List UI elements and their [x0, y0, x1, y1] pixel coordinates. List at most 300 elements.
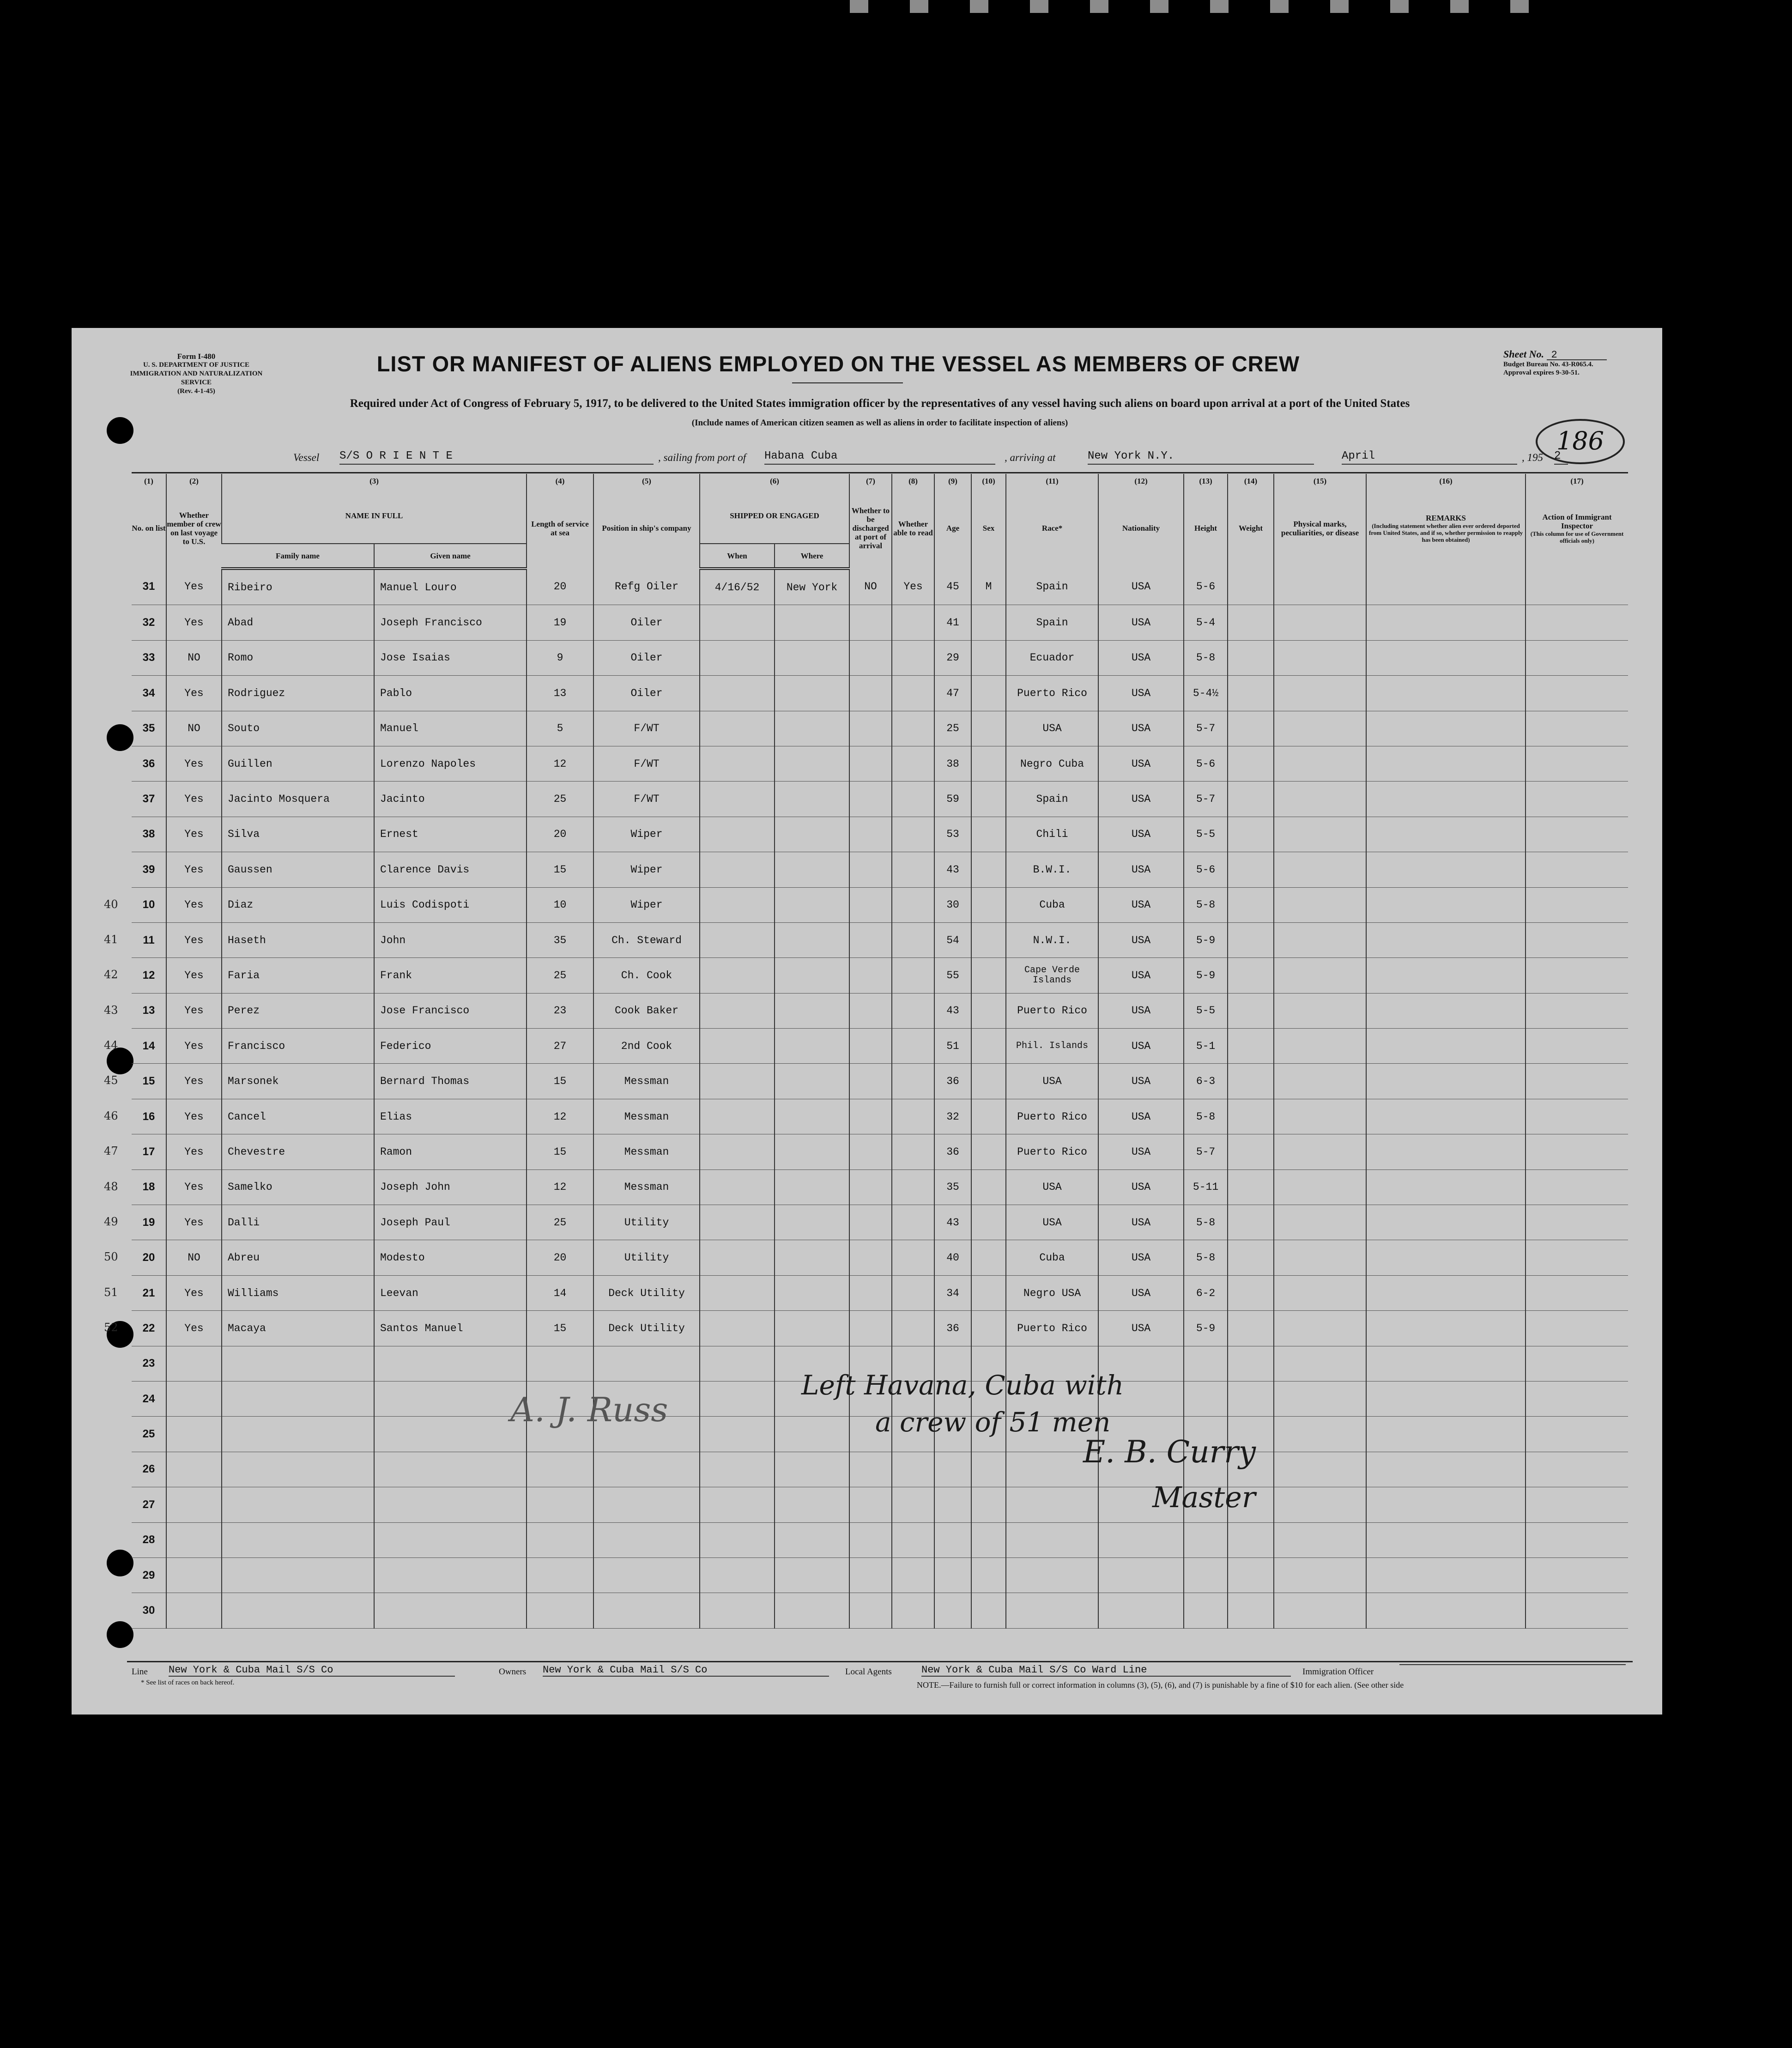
cell-position: Refg Oiler	[593, 569, 700, 605]
col-no: No. on list	[132, 524, 166, 533]
cell-physical	[1274, 817, 1366, 852]
cell-physical	[1274, 711, 1366, 746]
cell-discharged	[849, 852, 892, 887]
cell-member: Yes	[166, 993, 222, 1028]
cell-member	[166, 1557, 222, 1593]
cell-age	[934, 1522, 971, 1557]
table-row	[132, 958, 1628, 993]
cell-read	[892, 1311, 934, 1346]
cell-service: 15	[527, 852, 593, 887]
cell-member: Yes	[166, 1275, 222, 1310]
cell-remarks	[1366, 1346, 1526, 1381]
cell-family: Perez	[222, 993, 374, 1028]
col-race: Race*	[1006, 488, 1098, 569]
cell-read	[892, 640, 934, 675]
cell-physical	[1274, 993, 1366, 1028]
cell-given: Modesto	[374, 1240, 527, 1275]
cell-position	[593, 1452, 700, 1487]
cell-remarks	[1366, 887, 1526, 922]
cell-given: Joseph Francisco	[374, 605, 527, 640]
cell-nationality: USA	[1098, 605, 1184, 640]
cell-weight	[1228, 1593, 1274, 1628]
cell-family	[222, 1487, 374, 1522]
cell-position	[593, 1487, 700, 1522]
cell-action	[1526, 1275, 1628, 1310]
cell-action	[1526, 1381, 1628, 1416]
cell-weight	[1228, 605, 1274, 640]
cell-read	[892, 922, 934, 957]
cell-when	[700, 1346, 775, 1381]
cell-sex	[971, 922, 1006, 957]
cell-given	[374, 1522, 527, 1557]
cell-race: Spain	[1006, 569, 1098, 605]
cell-sex	[971, 993, 1006, 1028]
row-number: 36	[132, 746, 166, 781]
table-row	[132, 993, 1628, 1028]
cell-when	[700, 1029, 775, 1064]
cell-physical	[1274, 1311, 1366, 1346]
cell-position: Wiper	[593, 887, 700, 922]
cell-sex	[971, 1240, 1006, 1275]
cell-position: Cook Baker	[593, 993, 700, 1028]
cell-when	[700, 711, 775, 746]
cell-when	[700, 1275, 775, 1310]
cell-age: 25	[934, 711, 971, 746]
row-number: 21 51	[132, 1275, 166, 1310]
cell-read	[892, 1275, 934, 1310]
cell-service: 20	[527, 569, 593, 605]
cell-sex	[971, 1064, 1006, 1099]
cell-member	[166, 1522, 222, 1557]
row-number: 25	[132, 1417, 166, 1452]
col-shipped: SHIPPED OR ENGAGED	[700, 488, 849, 544]
row-number: 17 47	[132, 1134, 166, 1169]
cell-when	[700, 1064, 775, 1099]
col-nationality: Nationality	[1098, 488, 1184, 569]
cell-physical	[1274, 1417, 1366, 1452]
cell-when	[700, 993, 775, 1028]
cell-physical	[1274, 887, 1366, 922]
cell-where	[775, 1134, 849, 1169]
row-number: 37	[132, 782, 166, 817]
cell-remarks	[1366, 1275, 1526, 1310]
cell-member: NO	[166, 711, 222, 746]
cell-remarks	[1366, 1064, 1526, 1099]
cell-weight	[1228, 569, 1274, 605]
punch-hole	[107, 1550, 133, 1576]
cell-where	[775, 1240, 849, 1275]
table-row	[132, 852, 1628, 887]
cell-when	[700, 1417, 775, 1452]
cell-member: Yes	[166, 1064, 222, 1099]
cell-read	[892, 746, 934, 781]
row-number: 32	[132, 605, 166, 640]
table-row	[132, 1099, 1628, 1134]
cell-physical	[1274, 1522, 1366, 1557]
row-number: 16 46	[132, 1099, 166, 1134]
cell-race	[1006, 1522, 1098, 1557]
cell-height	[1184, 1593, 1228, 1628]
cell-family: Jacinto Mosquera	[222, 782, 374, 817]
cell-sex	[971, 1452, 1006, 1487]
cell-physical	[1274, 852, 1366, 887]
row-number: 29	[132, 1557, 166, 1593]
cell-service: 35	[527, 922, 593, 957]
cell-remarks	[1366, 1417, 1526, 1452]
cell-race: Negro USA	[1006, 1275, 1098, 1310]
cell-action	[1526, 1169, 1628, 1205]
row-renumber: 43	[104, 1003, 118, 1017]
title-underline	[792, 382, 903, 383]
cell-position: Wiper	[593, 817, 700, 852]
manifest-footer: Line New York & Cuba Mail S/S Co Owners New York & Cuba Mail S/S Co Local Agents New York & Cuba Mail S/S Co Ward Line Immigration Officer	[127, 1661, 1633, 1681]
cell-nationality: USA	[1098, 711, 1184, 746]
cell-when	[700, 1487, 775, 1522]
cell-height	[1184, 1381, 1228, 1416]
cell-member: Yes	[166, 1029, 222, 1064]
col-name: NAME IN FULL	[222, 488, 527, 544]
cell-discharged	[849, 1240, 892, 1275]
cell-action	[1526, 746, 1628, 781]
cell-service: 12	[527, 1169, 593, 1205]
row-number: 22 52	[132, 1311, 166, 1346]
cell-race: Puerto Rico	[1006, 1311, 1098, 1346]
table-row	[132, 640, 1628, 675]
cell-position: Ch. Cook	[593, 958, 700, 993]
cell-when	[700, 1240, 775, 1275]
cell-where	[775, 1417, 849, 1452]
cell-member: Yes	[166, 1134, 222, 1169]
cell-discharged	[849, 887, 892, 922]
agents-value: New York & Cuba Mail S/S Co Ward Line	[921, 1664, 1291, 1677]
cell-position: Messman	[593, 1134, 700, 1169]
cell-weight	[1228, 746, 1274, 781]
vessel-rule	[132, 472, 1628, 473]
cell-where	[775, 1169, 849, 1205]
table-row	[132, 1169, 1628, 1205]
cell-sex	[971, 1593, 1006, 1628]
cell-service	[527, 1346, 593, 1381]
cell-nationality: USA	[1098, 1099, 1184, 1134]
cell-race: Chili	[1006, 817, 1098, 852]
cell-weight	[1228, 711, 1274, 746]
cell-age	[934, 1487, 971, 1522]
cell-height: 5-8	[1184, 640, 1228, 675]
cell-service: 25	[527, 782, 593, 817]
cell-read	[892, 676, 934, 711]
cell-service: 25	[527, 1205, 593, 1240]
cell-service: 12	[527, 746, 593, 781]
cell-action	[1526, 817, 1628, 852]
cell-member	[166, 1417, 222, 1452]
cell-service: 14	[527, 1275, 593, 1310]
cell-nationality	[1098, 1557, 1184, 1593]
cell-nationality: USA	[1098, 922, 1184, 957]
cell-given: Bernard Thomas	[374, 1064, 527, 1099]
cell-nationality: USA	[1098, 958, 1184, 993]
cell-remarks	[1366, 746, 1526, 781]
cell-age: 30	[934, 887, 971, 922]
cell-family: Rodriguez	[222, 676, 374, 711]
cell-age: 36	[934, 1064, 971, 1099]
table-row	[132, 817, 1628, 852]
cell-family	[222, 1593, 374, 1628]
cell-position	[593, 1593, 700, 1628]
cell-nationality: USA	[1098, 1029, 1184, 1064]
cell-race: Puerto Rico	[1006, 993, 1098, 1028]
cell-physical	[1274, 782, 1366, 817]
cell-height: 5-4	[1184, 605, 1228, 640]
cell-age: 59	[934, 782, 971, 817]
cell-given: Frank	[374, 958, 527, 993]
cell-sex	[971, 1311, 1006, 1346]
cell-remarks	[1366, 1311, 1526, 1346]
cell-member: Yes	[166, 922, 222, 957]
vessel-line: Vessel S/S O R I E N T E , sailing from port of Habana Cuba , arriving at New York N.Y. April , 195 2	[293, 449, 1633, 467]
cell-sex	[971, 711, 1006, 746]
cell-sex	[971, 605, 1006, 640]
cell-age: 43	[934, 993, 971, 1028]
cell-physical	[1274, 746, 1366, 781]
cell-family: Marsonek	[222, 1064, 374, 1099]
form-subtitle: Required under Act of Congress of February 5, 1917, to be delivered to the United States immigration officer by the representatives of any vessel having such aliens on board upon arrival at a port of the United States	[350, 397, 1410, 410]
cell-family: Williams	[222, 1275, 374, 1310]
row-renumber: 50	[104, 1250, 118, 1264]
row-renumber: 45	[104, 1074, 118, 1087]
cell-age	[934, 1452, 971, 1487]
cell-age: 55	[934, 958, 971, 993]
cell-given: Jose Isaias	[374, 640, 527, 675]
cell-height: 5-9	[1184, 1311, 1228, 1346]
cell-discharged	[849, 605, 892, 640]
film-edge-marks	[850, 0, 1681, 16]
arrival-month: April	[1342, 450, 1517, 465]
cell-physical	[1274, 1064, 1366, 1099]
cell-given	[374, 1593, 527, 1628]
cell-race	[1006, 1557, 1098, 1593]
cell-remarks	[1366, 1169, 1526, 1205]
cell-service: 10	[527, 887, 593, 922]
row-renumber: 46	[104, 1109, 118, 1122]
cell-service	[527, 1487, 593, 1522]
cell-position: Oiler	[593, 640, 700, 675]
cell-height	[1184, 1557, 1228, 1593]
cell-nationality: USA	[1098, 569, 1184, 605]
table-row	[132, 676, 1628, 711]
cell-family	[222, 1452, 374, 1487]
cell-service: 19	[527, 605, 593, 640]
cell-when	[700, 1205, 775, 1240]
cell-read	[892, 1522, 934, 1557]
cell-height	[1184, 1522, 1228, 1557]
cell-when	[700, 1311, 775, 1346]
cell-given: Luis Codispoti	[374, 887, 527, 922]
cell-sex	[971, 1557, 1006, 1593]
cell-remarks	[1366, 852, 1526, 887]
cell-family: Dalli	[222, 1205, 374, 1240]
cell-age	[934, 1557, 971, 1593]
cell-age: 36	[934, 1311, 971, 1346]
table-row	[132, 1134, 1628, 1169]
col-sex: Sex	[971, 488, 1006, 569]
cell-given: Clarence Davis	[374, 852, 527, 887]
cell-where	[775, 711, 849, 746]
cell-weight	[1228, 1346, 1274, 1381]
cell-race: USA	[1006, 711, 1098, 746]
cell-race: Puerto Rico	[1006, 676, 1098, 711]
cell-where	[775, 922, 849, 957]
cell-when	[700, 640, 775, 675]
cell-position: Deck Utility	[593, 1275, 700, 1310]
cell-action	[1526, 922, 1628, 957]
cell-remarks	[1366, 1029, 1526, 1064]
cell-weight	[1228, 1311, 1274, 1346]
cell-weight	[1228, 676, 1274, 711]
row-number: 23	[132, 1346, 166, 1381]
cell-action	[1526, 1346, 1628, 1381]
cell-where	[775, 1522, 849, 1557]
cell-action	[1526, 1593, 1628, 1628]
cell-physical	[1274, 569, 1366, 605]
cell-remarks	[1366, 817, 1526, 852]
cell-age: 29	[934, 640, 971, 675]
row-renumber: 41	[104, 933, 118, 946]
table-row	[132, 605, 1628, 640]
cell-position: Messman	[593, 1169, 700, 1205]
cell-age: 40	[934, 1240, 971, 1275]
cell-read	[892, 1169, 934, 1205]
cell-where	[775, 1099, 849, 1134]
cell-race	[1006, 1593, 1098, 1628]
col-discharged: Whether to be discharged at port of arrival	[849, 488, 892, 569]
col-service: Length of service at sea	[527, 488, 593, 569]
punch-hole	[107, 724, 133, 751]
cell-given: Manuel Louro	[374, 569, 527, 605]
cell-weight	[1228, 1169, 1274, 1205]
cell-family: Chevestre	[222, 1134, 374, 1169]
cell-position	[593, 1557, 700, 1593]
cell-race: Spain	[1006, 605, 1098, 640]
cell-discharged	[849, 1311, 892, 1346]
col-read: Whether able to read	[892, 488, 934, 569]
cell-age: 54	[934, 922, 971, 957]
cell-given: Joseph John	[374, 1169, 527, 1205]
cell-member	[166, 1381, 222, 1416]
cell-weight	[1228, 1381, 1274, 1416]
cell-discharged	[849, 746, 892, 781]
cell-nationality: USA	[1098, 1205, 1184, 1240]
cell-position: F/WT	[593, 711, 700, 746]
cell-height: 5-6	[1184, 746, 1228, 781]
cell-action	[1526, 1557, 1628, 1593]
cell-service: 23	[527, 993, 593, 1028]
col-family: Family name	[222, 544, 374, 569]
cell-race: Puerto Rico	[1006, 1134, 1098, 1169]
row-number: 10 40	[132, 887, 166, 922]
cell-where	[775, 1557, 849, 1593]
cell-remarks	[1366, 1099, 1526, 1134]
cell-when	[700, 817, 775, 852]
cell-action	[1526, 1134, 1628, 1169]
cell-member	[166, 1487, 222, 1522]
cell-remarks	[1366, 958, 1526, 993]
cell-when	[700, 958, 775, 993]
cell-age: 51	[934, 1029, 971, 1064]
cell-family: Gaussen	[222, 852, 374, 887]
cell-sex	[971, 1029, 1006, 1064]
cell-action	[1526, 1522, 1628, 1557]
manifest-sheet	[72, 328, 1662, 1715]
table-row	[132, 1311, 1628, 1346]
cell-read	[892, 1240, 934, 1275]
cell-discharged	[849, 1275, 892, 1310]
cell-action	[1526, 782, 1628, 817]
cell-age	[934, 1593, 971, 1628]
cell-discharged	[849, 1487, 892, 1522]
table-row	[132, 887, 1628, 922]
cell-height: 5-11	[1184, 1169, 1228, 1205]
cell-read	[892, 887, 934, 922]
cell-position: Ch. Steward	[593, 922, 700, 957]
cell-given: Pablo	[374, 676, 527, 711]
cell-physical	[1274, 922, 1366, 957]
cell-where: New York	[775, 569, 849, 605]
cell-sex	[971, 640, 1006, 675]
col-physical: Physical marks, peculiarities, or disease	[1274, 488, 1366, 569]
cell-member: Yes	[166, 746, 222, 781]
row-number: 11 41	[132, 922, 166, 957]
cell-discharged	[849, 1029, 892, 1064]
cell-discharged	[849, 1205, 892, 1240]
cell-physical	[1274, 1134, 1366, 1169]
cell-action	[1526, 569, 1628, 605]
cell-member: Yes	[166, 1169, 222, 1205]
form-subtitle-note: (Include names of American citizen seamen as well as aliens in order to facilitate inspection of aliens)	[691, 418, 1068, 428]
cell-given	[374, 1557, 527, 1593]
cell-service: 27	[527, 1029, 593, 1064]
cell-family	[222, 1346, 374, 1381]
table-row	[132, 1487, 1628, 1522]
cell-nationality: USA	[1098, 1169, 1184, 1205]
cell-where	[775, 958, 849, 993]
cell-read	[892, 852, 934, 887]
cell-service: 5	[527, 711, 593, 746]
cell-member	[166, 1346, 222, 1381]
cell-member: Yes	[166, 852, 222, 887]
cell-remarks	[1366, 1134, 1526, 1169]
cell-weight	[1228, 1134, 1274, 1169]
cell-family: Faria	[222, 958, 374, 993]
cell-race: USA	[1006, 1169, 1098, 1205]
cell-remarks	[1366, 605, 1526, 640]
cell-sex	[971, 782, 1006, 817]
cell-height: 5-9	[1184, 958, 1228, 993]
cell-action	[1526, 1417, 1628, 1452]
col-when: When	[700, 544, 775, 569]
cell-action	[1526, 993, 1628, 1028]
cell-service: 20	[527, 1240, 593, 1275]
cell-action	[1526, 605, 1628, 640]
cell-race: Negro Cuba	[1006, 746, 1098, 781]
cell-where	[775, 1487, 849, 1522]
cell-height: 5-1	[1184, 1029, 1228, 1064]
cell-race: Spain	[1006, 782, 1098, 817]
cell-age: 43	[934, 1205, 971, 1240]
cell-given	[374, 1487, 527, 1522]
cell-sex	[971, 1134, 1006, 1169]
table-row	[132, 1452, 1628, 1487]
cell-service: 9	[527, 640, 593, 675]
